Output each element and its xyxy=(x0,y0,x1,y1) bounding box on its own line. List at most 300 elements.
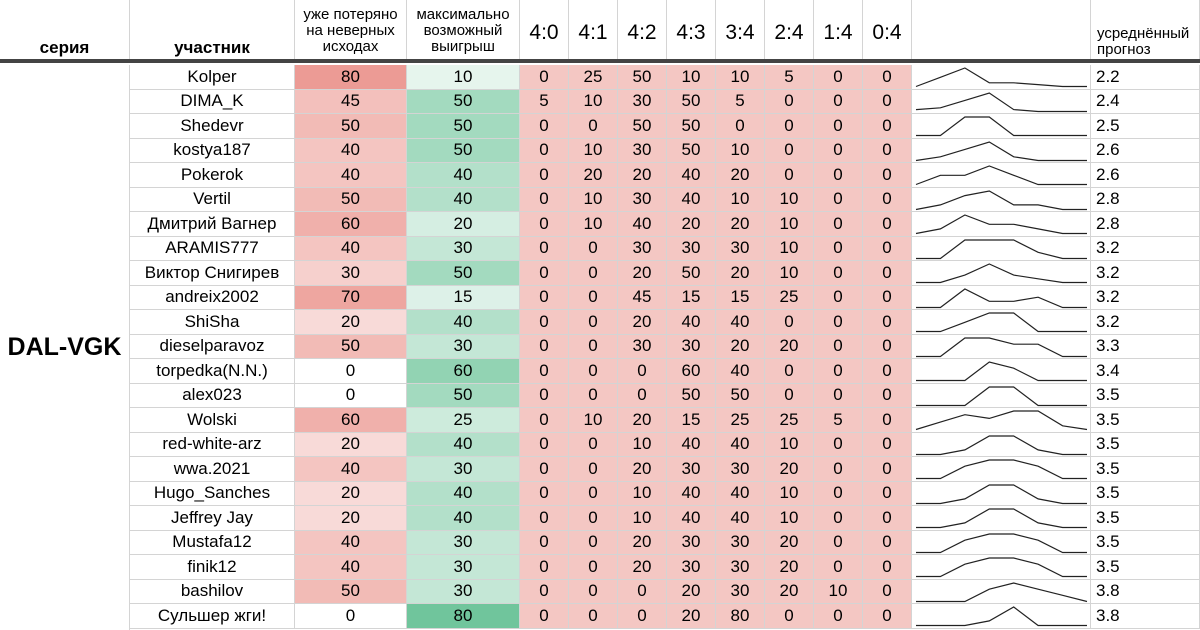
score-cell-4-2[interactable]: 20 xyxy=(618,310,667,335)
score-cell-0-4[interactable]: 0 xyxy=(863,384,912,409)
score-cell-0-4[interactable]: 0 xyxy=(863,506,912,531)
score-cell-3-4[interactable]: 50 xyxy=(716,384,765,409)
score-cell-4-3[interactable]: 10 xyxy=(667,65,716,90)
header-score-4-0[interactable]: 4:0 xyxy=(520,0,569,62)
score-cell-4-2[interactable]: 0 xyxy=(618,580,667,605)
score-cell-4-0[interactable]: 0 xyxy=(520,359,569,384)
score-cell-4-1[interactable]: 0 xyxy=(569,286,618,311)
score-cell-2-4[interactable]: 0 xyxy=(765,139,814,164)
score-cell-0-4[interactable]: 0 xyxy=(863,65,912,90)
score-cell-4-3[interactable]: 15 xyxy=(667,408,716,433)
sparkline-cell[interactable] xyxy=(912,433,1091,458)
max-win-cell[interactable]: 30 xyxy=(407,335,520,360)
score-cell-2-4[interactable]: 20 xyxy=(765,531,814,556)
score-cell-0-4[interactable]: 0 xyxy=(863,604,912,629)
header-participant[interactable]: участник xyxy=(130,0,295,62)
score-cell-0-4[interactable]: 0 xyxy=(863,114,912,139)
score-cell-4-0[interactable]: 0 xyxy=(520,139,569,164)
max-win-cell[interactable]: 50 xyxy=(407,261,520,286)
max-win-cell[interactable]: 40 xyxy=(407,433,520,458)
sparkline-cell[interactable] xyxy=(912,482,1091,507)
avg-forecast-cell[interactable]: 2.8 xyxy=(1091,212,1200,237)
lost-cell[interactable]: 0 xyxy=(295,604,407,629)
score-cell-4-1[interactable]: 10 xyxy=(569,408,618,433)
max-win-cell[interactable]: 10 xyxy=(407,65,520,90)
score-cell-4-2[interactable]: 30 xyxy=(618,335,667,360)
participant-cell[interactable]: Pokerok xyxy=(130,163,295,188)
sparkline-cell[interactable] xyxy=(912,604,1091,629)
avg-forecast-cell[interactable]: 2.4 xyxy=(1091,90,1200,115)
avg-forecast-cell[interactable]: 2.5 xyxy=(1091,114,1200,139)
score-cell-4-1[interactable]: 0 xyxy=(569,261,618,286)
score-cell-4-2[interactable]: 20 xyxy=(618,555,667,580)
avg-forecast-cell[interactable]: 3.5 xyxy=(1091,457,1200,482)
score-cell-3-4[interactable]: 30 xyxy=(716,580,765,605)
score-cell-4-0[interactable]: 0 xyxy=(520,408,569,433)
score-cell-1-4[interactable]: 0 xyxy=(814,506,863,531)
score-cell-1-4[interactable]: 0 xyxy=(814,457,863,482)
score-cell-4-0[interactable]: 0 xyxy=(520,335,569,360)
score-cell-4-0[interactable]: 0 xyxy=(520,457,569,482)
sparkline-cell[interactable] xyxy=(912,580,1091,605)
score-cell-4-1[interactable]: 0 xyxy=(569,433,618,458)
avg-forecast-cell[interactable]: 3.8 xyxy=(1091,604,1200,629)
header-score-0-4[interactable]: 0:4 xyxy=(863,0,912,62)
sparkline-cell[interactable] xyxy=(912,90,1091,115)
score-cell-4-1[interactable]: 20 xyxy=(569,163,618,188)
score-cell-1-4[interactable]: 0 xyxy=(814,212,863,237)
score-cell-4-2[interactable]: 40 xyxy=(618,212,667,237)
score-cell-1-4[interactable]: 0 xyxy=(814,188,863,213)
score-cell-3-4[interactable]: 10 xyxy=(716,139,765,164)
participant-cell[interactable]: ShiSha xyxy=(130,310,295,335)
score-cell-2-4[interactable]: 10 xyxy=(765,506,814,531)
score-cell-3-4[interactable]: 20 xyxy=(716,261,765,286)
score-cell-1-4[interactable]: 0 xyxy=(814,433,863,458)
score-cell-1-4[interactable]: 0 xyxy=(814,163,863,188)
lost-cell[interactable]: 40 xyxy=(295,555,407,580)
max-win-cell[interactable]: 40 xyxy=(407,482,520,507)
score-cell-4-3[interactable]: 40 xyxy=(667,482,716,507)
lost-cell[interactable]: 0 xyxy=(295,359,407,384)
header-max-win[interactable] xyxy=(407,0,520,62)
score-cell-3-4[interactable]: 20 xyxy=(716,163,765,188)
score-cell-4-2[interactable]: 10 xyxy=(618,433,667,458)
score-cell-2-4[interactable]: 5 xyxy=(765,65,814,90)
score-cell-2-4[interactable]: 10 xyxy=(765,261,814,286)
header-sparkline[interactable] xyxy=(912,0,1091,62)
lost-cell[interactable]: 40 xyxy=(295,163,407,188)
lost-cell[interactable]: 50 xyxy=(295,114,407,139)
score-cell-4-3[interactable]: 40 xyxy=(667,433,716,458)
sparkline-cell[interactable] xyxy=(912,555,1091,580)
score-cell-0-4[interactable]: 0 xyxy=(863,188,912,213)
participant-cell[interactable]: wwa.2021 xyxy=(130,457,295,482)
lost-cell[interactable]: 45 xyxy=(295,90,407,115)
max-win-cell[interactable]: 60 xyxy=(407,359,520,384)
score-cell-4-2[interactable]: 10 xyxy=(618,506,667,531)
score-cell-4-3[interactable]: 30 xyxy=(667,457,716,482)
sparkline-cell[interactable] xyxy=(912,163,1091,188)
score-cell-4-0[interactable]: 0 xyxy=(520,604,569,629)
score-cell-3-4[interactable]: 20 xyxy=(716,335,765,360)
score-cell-4-0[interactable]: 0 xyxy=(520,506,569,531)
sparkline-cell[interactable] xyxy=(912,139,1091,164)
score-cell-4-1[interactable]: 0 xyxy=(569,359,618,384)
avg-forecast-cell[interactable]: 2.8 xyxy=(1091,188,1200,213)
score-cell-4-1[interactable]: 0 xyxy=(569,114,618,139)
score-cell-4-3[interactable]: 30 xyxy=(667,531,716,556)
max-win-cell[interactable]: 50 xyxy=(407,139,520,164)
participant-cell[interactable]: DIMA_K xyxy=(130,90,295,115)
score-cell-3-4[interactable]: 40 xyxy=(716,433,765,458)
lost-cell[interactable]: 20 xyxy=(295,482,407,507)
score-cell-2-4[interactable]: 0 xyxy=(765,90,814,115)
score-cell-4-1[interactable]: 0 xyxy=(569,580,618,605)
lost-cell[interactable]: 40 xyxy=(295,139,407,164)
sparkline-cell[interactable] xyxy=(912,212,1091,237)
score-cell-4-3[interactable]: 40 xyxy=(667,310,716,335)
lost-cell[interactable]: 70 xyxy=(295,286,407,311)
score-cell-4-2[interactable]: 0 xyxy=(618,604,667,629)
score-cell-4-2[interactable]: 20 xyxy=(618,531,667,556)
score-cell-4-0[interactable]: 0 xyxy=(520,580,569,605)
max-win-cell[interactable]: 30 xyxy=(407,580,520,605)
participant-cell[interactable]: bashilov xyxy=(130,580,295,605)
sparkline-cell[interactable] xyxy=(912,359,1091,384)
participant-cell[interactable]: alex023 xyxy=(130,384,295,409)
score-cell-2-4[interactable]: 0 xyxy=(765,359,814,384)
header-score-2-4[interactable]: 2:4 xyxy=(765,0,814,62)
score-cell-4-1[interactable]: 10 xyxy=(569,188,618,213)
score-cell-0-4[interactable]: 0 xyxy=(863,408,912,433)
max-win-cell[interactable]: 50 xyxy=(407,114,520,139)
avg-forecast-cell[interactable]: 3.5 xyxy=(1091,531,1200,556)
score-cell-3-4[interactable]: 10 xyxy=(716,65,765,90)
sparkline-cell[interactable] xyxy=(912,237,1091,262)
score-cell-0-4[interactable]: 0 xyxy=(863,310,912,335)
score-cell-2-4[interactable]: 0 xyxy=(765,163,814,188)
sparkline-cell[interactable] xyxy=(912,384,1091,409)
max-win-cell[interactable]: 15 xyxy=(407,286,520,311)
score-cell-2-4[interactable]: 0 xyxy=(765,310,814,335)
max-win-cell[interactable]: 40 xyxy=(407,188,520,213)
score-cell-0-4[interactable]: 0 xyxy=(863,163,912,188)
avg-forecast-cell[interactable]: 2.6 xyxy=(1091,139,1200,164)
avg-forecast-cell[interactable]: 3.5 xyxy=(1091,482,1200,507)
score-cell-0-4[interactable]: 0 xyxy=(863,286,912,311)
score-cell-4-3[interactable]: 50 xyxy=(667,139,716,164)
score-cell-2-4[interactable]: 10 xyxy=(765,188,814,213)
score-cell-4-2[interactable]: 0 xyxy=(618,359,667,384)
max-win-cell[interactable]: 30 xyxy=(407,531,520,556)
max-win-cell[interactable]: 30 xyxy=(407,457,520,482)
participant-cell[interactable]: Kolper xyxy=(130,65,295,90)
score-cell-4-3[interactable]: 20 xyxy=(667,604,716,629)
score-cell-2-4[interactable]: 0 xyxy=(765,384,814,409)
header-score-1-4[interactable]: 1:4 xyxy=(814,0,863,62)
score-cell-1-4[interactable]: 0 xyxy=(814,335,863,360)
score-cell-0-4[interactable]: 0 xyxy=(863,482,912,507)
score-cell-3-4[interactable]: 40 xyxy=(716,482,765,507)
score-cell-4-0[interactable]: 0 xyxy=(520,188,569,213)
lost-cell[interactable]: 50 xyxy=(295,188,407,213)
score-cell-4-1[interactable]: 0 xyxy=(569,457,618,482)
participant-cell[interactable]: Wolski xyxy=(130,408,295,433)
score-cell-2-4[interactable]: 25 xyxy=(765,286,814,311)
score-cell-4-2[interactable]: 45 xyxy=(618,286,667,311)
participant-cell[interactable]: finik12 xyxy=(130,555,295,580)
score-cell-3-4[interactable]: 30 xyxy=(716,457,765,482)
score-cell-3-4[interactable]: 0 xyxy=(716,114,765,139)
score-cell-4-1[interactable]: 0 xyxy=(569,384,618,409)
avg-forecast-cell[interactable]: 3.4 xyxy=(1091,359,1200,384)
score-cell-2-4[interactable]: 10 xyxy=(765,212,814,237)
score-cell-4-0[interactable]: 0 xyxy=(520,212,569,237)
score-cell-3-4[interactable]: 40 xyxy=(716,506,765,531)
avg-forecast-cell[interactable]: 3.2 xyxy=(1091,286,1200,311)
score-cell-1-4[interactable]: 5 xyxy=(814,408,863,433)
lost-cell[interactable]: 60 xyxy=(295,408,407,433)
score-cell-4-1[interactable]: 25 xyxy=(569,65,618,90)
lost-cell[interactable]: 40 xyxy=(295,531,407,556)
score-cell-4-2[interactable]: 20 xyxy=(618,261,667,286)
sparkline-cell[interactable] xyxy=(912,457,1091,482)
lost-cell[interactable]: 60 xyxy=(295,212,407,237)
score-cell-4-3[interactable]: 50 xyxy=(667,384,716,409)
sparkline-cell[interactable] xyxy=(912,531,1091,556)
score-cell-1-4[interactable]: 0 xyxy=(814,114,863,139)
participant-cell[interactable]: Jeffrey Jay xyxy=(130,506,295,531)
score-cell-4-0[interactable]: 0 xyxy=(520,433,569,458)
max-win-cell[interactable]: 30 xyxy=(407,555,520,580)
score-cell-4-3[interactable]: 30 xyxy=(667,237,716,262)
score-cell-4-2[interactable]: 0 xyxy=(618,384,667,409)
participant-cell[interactable]: Vertil xyxy=(130,188,295,213)
avg-forecast-cell[interactable]: 3.3 xyxy=(1091,335,1200,360)
avg-forecast-cell[interactable]: 3.5 xyxy=(1091,506,1200,531)
score-cell-4-1[interactable]: 0 xyxy=(569,531,618,556)
score-cell-0-4[interactable]: 0 xyxy=(863,359,912,384)
score-cell-4-2[interactable]: 30 xyxy=(618,90,667,115)
sparkline-cell[interactable] xyxy=(912,310,1091,335)
score-cell-0-4[interactable]: 0 xyxy=(863,90,912,115)
score-cell-0-4[interactable]: 0 xyxy=(863,261,912,286)
score-cell-1-4[interactable]: 0 xyxy=(814,286,863,311)
sparkline-cell[interactable] xyxy=(912,65,1091,90)
participant-cell[interactable]: Shedevr xyxy=(130,114,295,139)
score-cell-4-3[interactable]: 20 xyxy=(667,212,716,237)
score-cell-2-4[interactable]: 10 xyxy=(765,482,814,507)
score-cell-4-2[interactable]: 20 xyxy=(618,457,667,482)
header-score-3-4[interactable]: 3:4 xyxy=(716,0,765,62)
score-cell-3-4[interactable]: 30 xyxy=(716,531,765,556)
sparkline-cell[interactable] xyxy=(912,408,1091,433)
lost-cell[interactable]: 40 xyxy=(295,457,407,482)
score-cell-4-0[interactable]: 0 xyxy=(520,65,569,90)
score-cell-2-4[interactable]: 20 xyxy=(765,335,814,360)
score-cell-3-4[interactable]: 5 xyxy=(716,90,765,115)
score-cell-4-0[interactable]: 0 xyxy=(520,555,569,580)
score-cell-4-1[interactable]: 0 xyxy=(569,506,618,531)
score-cell-1-4[interactable]: 0 xyxy=(814,482,863,507)
score-cell-4-0[interactable]: 0 xyxy=(520,310,569,335)
lost-cell[interactable]: 40 xyxy=(295,237,407,262)
score-cell-0-4[interactable]: 0 xyxy=(863,433,912,458)
score-cell-1-4[interactable]: 0 xyxy=(814,310,863,335)
score-cell-1-4[interactable]: 0 xyxy=(814,237,863,262)
score-cell-0-4[interactable]: 0 xyxy=(863,555,912,580)
participant-cell[interactable]: ARAMIS777 xyxy=(130,237,295,262)
score-cell-1-4[interactable]: 0 xyxy=(814,531,863,556)
max-win-cell[interactable]: 20 xyxy=(407,212,520,237)
max-win-cell[interactable]: 40 xyxy=(407,310,520,335)
participant-cell[interactable]: Hugo_Sanches xyxy=(130,482,295,507)
score-cell-4-0[interactable]: 0 xyxy=(520,482,569,507)
lost-cell[interactable]: 50 xyxy=(295,335,407,360)
score-cell-2-4[interactable]: 20 xyxy=(765,580,814,605)
sparkline-cell[interactable] xyxy=(912,114,1091,139)
participant-cell[interactable]: red-white-arz xyxy=(130,433,295,458)
score-cell-4-2[interactable]: 20 xyxy=(618,408,667,433)
sparkline-cell[interactable] xyxy=(912,286,1091,311)
score-cell-4-2[interactable]: 20 xyxy=(618,163,667,188)
lost-cell[interactable]: 80 xyxy=(295,65,407,90)
sparkline-cell[interactable] xyxy=(912,335,1091,360)
avg-forecast-cell[interactable]: 3.5 xyxy=(1091,408,1200,433)
avg-forecast-cell[interactable]: 3.5 xyxy=(1091,384,1200,409)
participant-cell[interactable]: kostya187 xyxy=(130,139,295,164)
max-win-cell[interactable]: 80 xyxy=(407,604,520,629)
lost-cell[interactable]: 20 xyxy=(295,506,407,531)
participant-cell[interactable]: Дмитрий Вагнер xyxy=(130,212,295,237)
score-cell-4-1[interactable]: 0 xyxy=(569,555,618,580)
score-cell-4-2[interactable]: 10 xyxy=(618,482,667,507)
score-cell-0-4[interactable]: 0 xyxy=(863,335,912,360)
avg-forecast-cell[interactable]: 3.2 xyxy=(1091,237,1200,262)
header-series[interactable]: серия xyxy=(0,0,130,62)
max-win-cell[interactable]: 50 xyxy=(407,90,520,115)
score-cell-2-4[interactable]: 10 xyxy=(765,237,814,262)
score-cell-2-4[interactable]: 10 xyxy=(765,433,814,458)
score-cell-3-4[interactable]: 30 xyxy=(716,555,765,580)
score-cell-2-4[interactable]: 20 xyxy=(765,555,814,580)
score-cell-0-4[interactable]: 0 xyxy=(863,237,912,262)
score-cell-1-4[interactable]: 0 xyxy=(814,261,863,286)
score-cell-2-4[interactable]: 25 xyxy=(765,408,814,433)
participant-cell[interactable]: Сульшер жги! xyxy=(130,604,295,629)
score-cell-4-0[interactable]: 0 xyxy=(520,531,569,556)
score-cell-1-4[interactable]: 0 xyxy=(814,384,863,409)
participant-cell[interactable]: Виктор Снигирев xyxy=(130,261,295,286)
avg-forecast-cell[interactable]: 2.6 xyxy=(1091,163,1200,188)
max-win-cell[interactable]: 40 xyxy=(407,506,520,531)
series-label[interactable]: DAL-VGK xyxy=(0,65,130,630)
avg-forecast-cell[interactable]: 2.2 xyxy=(1091,65,1200,90)
score-cell-4-2[interactable]: 50 xyxy=(618,114,667,139)
lost-cell[interactable]: 0 xyxy=(295,384,407,409)
score-cell-4-3[interactable]: 50 xyxy=(667,114,716,139)
score-cell-0-4[interactable]: 0 xyxy=(863,580,912,605)
max-win-cell[interactable]: 30 xyxy=(407,237,520,262)
participant-cell[interactable]: andreix2002 xyxy=(130,286,295,311)
score-cell-3-4[interactable]: 25 xyxy=(716,408,765,433)
sparkline-cell[interactable] xyxy=(912,188,1091,213)
score-cell-4-1[interactable]: 10 xyxy=(569,212,618,237)
score-cell-4-0[interactable]: 0 xyxy=(520,261,569,286)
score-cell-4-0[interactable]: 5 xyxy=(520,90,569,115)
header-lost[interactable] xyxy=(295,0,407,62)
score-cell-4-2[interactable]: 30 xyxy=(618,188,667,213)
score-cell-2-4[interactable]: 0 xyxy=(765,604,814,629)
score-cell-4-3[interactable]: 30 xyxy=(667,335,716,360)
avg-forecast-cell[interactable]: 3.5 xyxy=(1091,555,1200,580)
sparkline-cell[interactable] xyxy=(912,506,1091,531)
participant-cell[interactable]: Mustafa12 xyxy=(130,531,295,556)
score-cell-4-0[interactable]: 0 xyxy=(520,114,569,139)
score-cell-4-1[interactable]: 0 xyxy=(569,237,618,262)
score-cell-0-4[interactable]: 0 xyxy=(863,531,912,556)
lost-cell[interactable]: 30 xyxy=(295,261,407,286)
score-cell-4-3[interactable]: 40 xyxy=(667,506,716,531)
score-cell-4-3[interactable]: 15 xyxy=(667,286,716,311)
score-cell-4-3[interactable]: 20 xyxy=(667,580,716,605)
score-cell-3-4[interactable]: 20 xyxy=(716,212,765,237)
score-cell-4-3[interactable]: 40 xyxy=(667,163,716,188)
score-cell-2-4[interactable]: 0 xyxy=(765,114,814,139)
score-cell-4-0[interactable]: 0 xyxy=(520,163,569,188)
score-cell-3-4[interactable]: 15 xyxy=(716,286,765,311)
score-cell-4-0[interactable]: 0 xyxy=(520,384,569,409)
score-cell-4-2[interactable]: 50 xyxy=(618,65,667,90)
avg-forecast-cell[interactable]: 3.2 xyxy=(1091,261,1200,286)
lost-cell[interactable]: 20 xyxy=(295,433,407,458)
score-cell-4-0[interactable]: 0 xyxy=(520,286,569,311)
score-cell-4-1[interactable]: 0 xyxy=(569,482,618,507)
score-cell-4-1[interactable]: 10 xyxy=(569,139,618,164)
lost-cell[interactable]: 20 xyxy=(295,310,407,335)
header-score-4-3[interactable]: 4:3 xyxy=(667,0,716,62)
score-cell-4-1[interactable]: 10 xyxy=(569,90,618,115)
score-cell-1-4[interactable]: 0 xyxy=(814,65,863,90)
max-win-cell[interactable]: 40 xyxy=(407,163,520,188)
avg-forecast-cell[interactable]: 3.8 xyxy=(1091,580,1200,605)
score-cell-4-3[interactable]: 50 xyxy=(667,261,716,286)
participant-cell[interactable]: dieselparavoz xyxy=(130,335,295,360)
score-cell-4-3[interactable]: 30 xyxy=(667,555,716,580)
score-cell-4-1[interactable]: 0 xyxy=(569,310,618,335)
score-cell-4-2[interactable]: 30 xyxy=(618,237,667,262)
score-cell-4-3[interactable]: 60 xyxy=(667,359,716,384)
header-score-4-2[interactable]: 4:2 xyxy=(618,0,667,62)
score-cell-1-4[interactable]: 0 xyxy=(814,359,863,384)
header-avg[interactable] xyxy=(1091,0,1200,62)
score-cell-1-4[interactable]: 10 xyxy=(814,580,863,605)
score-cell-4-2[interactable]: 30 xyxy=(618,139,667,164)
score-cell-3-4[interactable]: 80 xyxy=(716,604,765,629)
score-cell-3-4[interactable]: 10 xyxy=(716,188,765,213)
score-cell-1-4[interactable]: 0 xyxy=(814,555,863,580)
avg-forecast-cell[interactable]: 3.5 xyxy=(1091,433,1200,458)
score-cell-4-0[interactable]: 0 xyxy=(520,237,569,262)
score-cell-0-4[interactable]: 0 xyxy=(863,212,912,237)
score-cell-4-1[interactable]: 0 xyxy=(569,335,618,360)
score-cell-4-1[interactable]: 0 xyxy=(569,604,618,629)
participant-cell[interactable]: torpedka(N.N.) xyxy=(130,359,295,384)
score-cell-1-4[interactable]: 0 xyxy=(814,90,863,115)
score-cell-3-4[interactable]: 40 xyxy=(716,310,765,335)
lost-cell[interactable]: 50 xyxy=(295,580,407,605)
